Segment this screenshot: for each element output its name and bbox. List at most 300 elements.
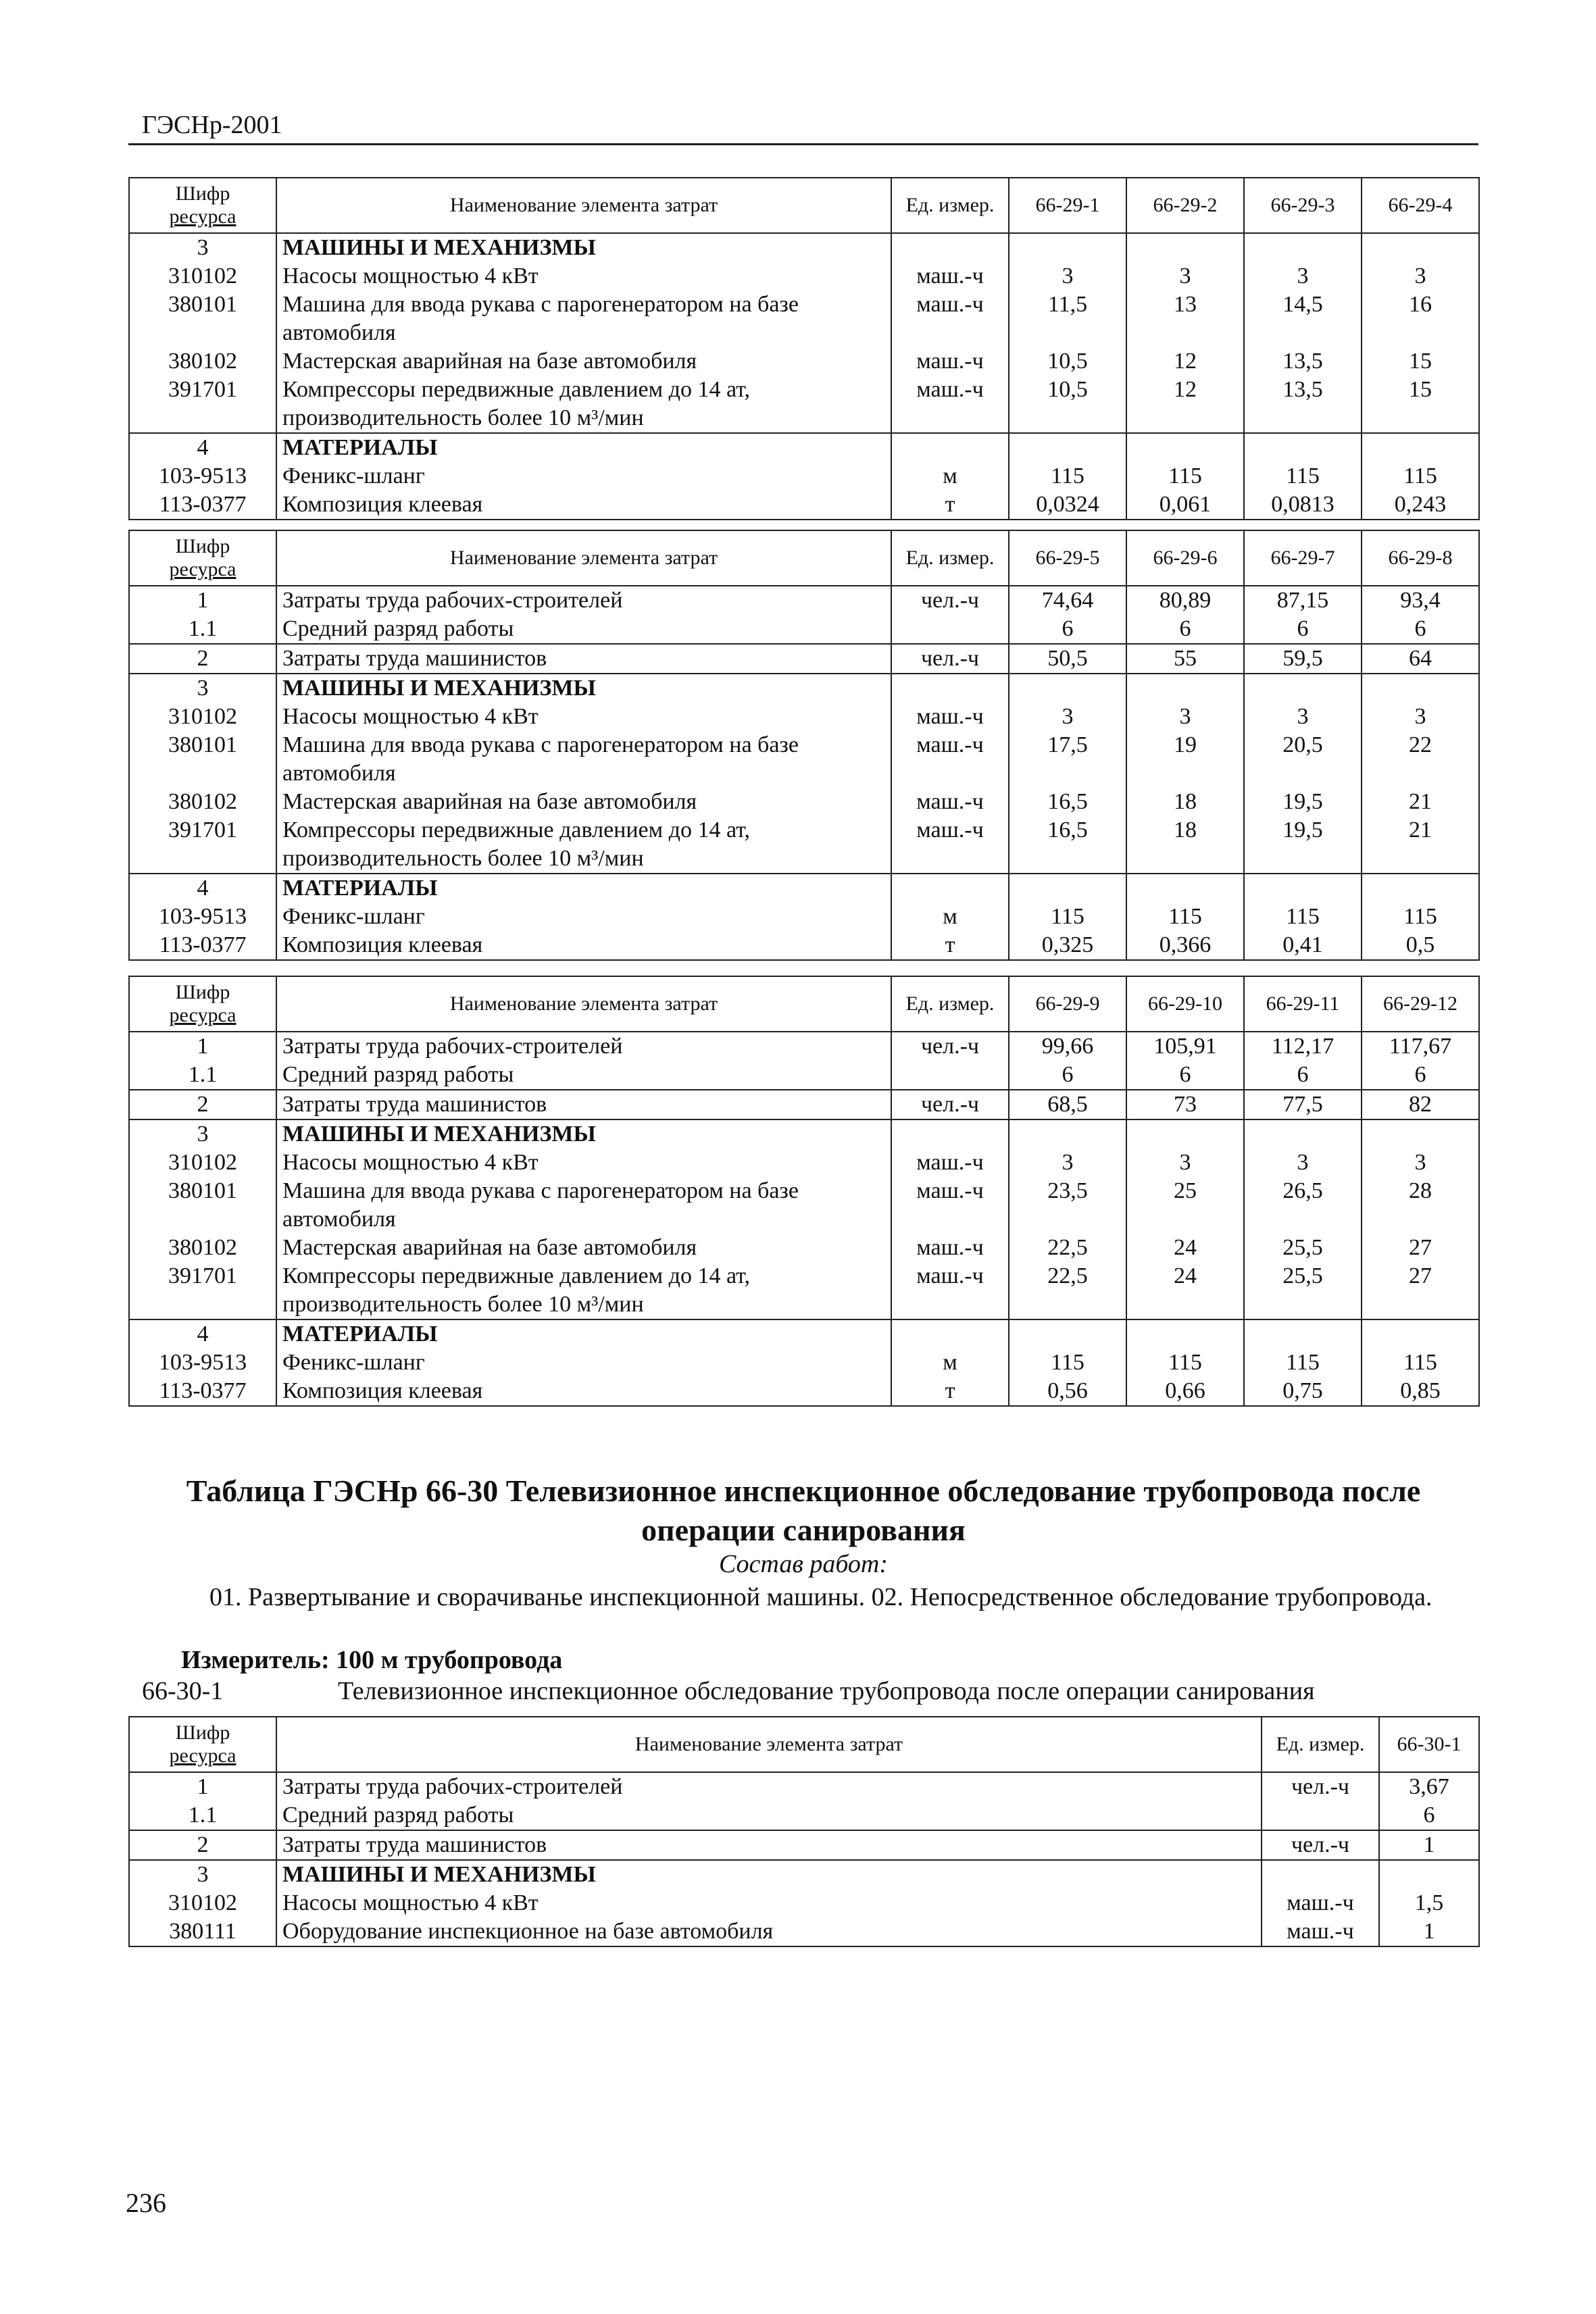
norm-value: 22,5 xyxy=(1009,1262,1126,1319)
norm-value: 6 xyxy=(1009,615,1126,644)
unit-of-measure: м xyxy=(891,903,1009,931)
resource-code: 2 xyxy=(129,644,276,674)
cost-element-name: Насосы мощностью 4 кВт xyxy=(276,703,891,731)
column-header-norm: 66-29-3 xyxy=(1244,178,1362,233)
column-header-unit: Ед. измер. xyxy=(891,976,1009,1032)
item-title: Телевизионное инспекционное обследование трубопровода после операции санирования xyxy=(338,1677,1315,1705)
section-row xyxy=(129,1319,1479,1349)
section-row xyxy=(129,233,1479,262)
norm-value xyxy=(1244,674,1362,703)
norm-value: 18 xyxy=(1126,816,1244,874)
norm-value xyxy=(1126,674,1244,703)
resource-code: 3 xyxy=(129,1120,276,1149)
cost-element-name: Машина для ввода рукава с парогенератором на базе автомобиля xyxy=(276,1177,891,1234)
column-header-norm: 66-29-1 xyxy=(1009,178,1126,233)
unit-of-measure: т xyxy=(891,491,1009,520)
cost-element-name: Компрессоры передвижные давлением до 14 ат, производительность более 10 м³/мин xyxy=(276,376,891,433)
table-row xyxy=(129,1772,1479,1801)
resource-code: 3 xyxy=(129,1860,276,1889)
norm-value: 19,5 xyxy=(1244,816,1362,874)
cost-element-name: Композиция клеевая xyxy=(276,491,891,520)
table-row xyxy=(129,731,1479,788)
cost-element-name: Средний разряд работы xyxy=(276,615,891,644)
column-header-code: Шифр ресурса xyxy=(129,530,276,586)
table-row xyxy=(129,1830,1479,1860)
resource-code: 3 xyxy=(129,674,276,703)
norm-value: 24 xyxy=(1126,1262,1244,1319)
norm-value: 0,66 xyxy=(1126,1377,1244,1406)
column-header-code: Шифр ресурса xyxy=(129,1717,276,1772)
norm-value: 0,243 xyxy=(1362,491,1479,520)
resource-code: 4 xyxy=(129,433,276,462)
norm-value: 0,061 xyxy=(1126,491,1244,520)
unit-of-measure: чел.-ч xyxy=(891,1090,1009,1120)
measure-unit: Измеритель: 100 м трубопровода xyxy=(181,1646,563,1674)
norm-value: 0,5 xyxy=(1362,931,1479,960)
norm-value: 12 xyxy=(1126,376,1244,433)
norm-value: 0,0813 xyxy=(1244,491,1362,520)
norm-value: 87,15 xyxy=(1244,586,1362,615)
norm-value xyxy=(1126,874,1244,903)
norm-value: 74,64 xyxy=(1009,586,1126,615)
cost-element-name: МАТЕРИАЛЫ xyxy=(276,1319,891,1349)
column-header-unit: Ед. измер. xyxy=(891,530,1009,586)
table-header-row xyxy=(129,530,1479,586)
norm-value: 19 xyxy=(1126,731,1244,788)
cost-element-name: Средний разряд работы xyxy=(276,1801,1262,1830)
column-header-norm: 66-29-7 xyxy=(1244,530,1362,586)
column-header-code: Шифр ресурса xyxy=(129,976,276,1032)
norm-value: 27 xyxy=(1362,1234,1479,1262)
resource-code: 1.1 xyxy=(129,615,276,644)
norm-value: 6 xyxy=(1009,1061,1126,1090)
column-header-name: Наименование элемента затрат xyxy=(276,1717,1262,1772)
unit-of-measure xyxy=(1262,1860,1379,1889)
norm-value xyxy=(1362,674,1479,703)
unit-of-measure xyxy=(891,1120,1009,1149)
norm-value: 55 xyxy=(1126,644,1244,674)
norm-value xyxy=(1379,1860,1479,1889)
norm-value: 115 xyxy=(1244,903,1362,931)
norm-value: 6 xyxy=(1244,1061,1362,1090)
column-header-norm: 66-29-12 xyxy=(1362,976,1479,1032)
resource-code: 380101 xyxy=(129,731,276,788)
table-row xyxy=(129,615,1479,644)
cost-element-name: Затраты труда машинистов xyxy=(276,644,891,674)
column-header-norm: 66-29-2 xyxy=(1126,178,1244,233)
section-title: Таблица ГЭСНр 66-30 Телевизионное инспекционное обследование трубопровода после операции санирования xyxy=(186,1474,1421,1547)
cost-element-name: Композиция клеевая xyxy=(276,1377,891,1406)
resource-code: 113-0377 xyxy=(129,491,276,520)
norm-value: 6 xyxy=(1244,615,1362,644)
norm-value: 77,5 xyxy=(1244,1090,1362,1120)
norm-value: 68,5 xyxy=(1009,1090,1126,1120)
section-row xyxy=(129,674,1479,703)
unit-of-measure: маш.-ч xyxy=(891,703,1009,731)
resource-code: 103-9513 xyxy=(129,1349,276,1377)
norm-value: 26,5 xyxy=(1244,1177,1362,1234)
unit-of-measure: чел.-ч xyxy=(891,586,1009,615)
norm-value: 13,5 xyxy=(1244,347,1362,376)
resource-code: 113-0377 xyxy=(129,1377,276,1406)
norm-value: 0,75 xyxy=(1244,1377,1362,1406)
unit-of-measure: чел.-ч xyxy=(1262,1772,1379,1801)
cost-element-name: МАШИНЫ И МЕХАНИЗМЫ xyxy=(276,674,891,703)
cost-element-name: Насосы мощностью 4 кВт xyxy=(276,1149,891,1177)
norm-value: 11,5 xyxy=(1009,291,1126,347)
cost-element-name: Насосы мощностью 4 кВт xyxy=(276,262,891,291)
table-row xyxy=(129,1234,1479,1262)
column-header-norm: 66-29-11 xyxy=(1244,976,1362,1032)
cost-element-name: МАТЕРИАЛЫ xyxy=(276,433,891,462)
resource-code: 380102 xyxy=(129,788,276,816)
unit-of-measure: маш.-ч xyxy=(891,816,1009,874)
column-header-norm: 66-30-1 xyxy=(1379,1717,1479,1772)
norm-value: 3 xyxy=(1244,703,1362,731)
norm-value xyxy=(1126,1120,1244,1149)
unit-of-measure: маш.-ч xyxy=(891,347,1009,376)
resource-code: 3 xyxy=(129,233,276,262)
norm-value: 0,0324 xyxy=(1009,491,1126,520)
table-header-row xyxy=(129,1717,1479,1772)
column-header-name: Наименование элемента затрат xyxy=(276,178,891,233)
norm-value: 3 xyxy=(1009,262,1126,291)
norm-value: 115 xyxy=(1126,462,1244,491)
item-code: 66-30-1 xyxy=(142,1677,224,1705)
table-row xyxy=(129,1177,1479,1234)
resource-code: 1 xyxy=(129,1032,276,1061)
unit-of-measure xyxy=(891,674,1009,703)
norm-value xyxy=(1009,1120,1126,1149)
section-row xyxy=(129,874,1479,903)
norm-value: 20,5 xyxy=(1244,731,1362,788)
norm-value: 3 xyxy=(1362,262,1479,291)
norm-value: 115 xyxy=(1009,462,1126,491)
cost-element-name: Затраты труда рабочих-строителей xyxy=(276,1772,1262,1801)
norm-value: 21 xyxy=(1362,788,1479,816)
norm-value: 50,5 xyxy=(1009,644,1126,674)
cost-element-name: Машина для ввода рукава с парогенератором на базе автомобиля xyxy=(276,731,891,788)
norm-value: 115 xyxy=(1244,462,1362,491)
norm-value xyxy=(1244,1319,1362,1349)
resource-code: 310102 xyxy=(129,262,276,291)
norm-value: 13,5 xyxy=(1244,376,1362,433)
table-row xyxy=(129,262,1479,291)
table-row xyxy=(129,586,1479,615)
column-header-code: Шифр ресурса xyxy=(129,178,276,233)
norm-value: 82 xyxy=(1362,1090,1479,1120)
column-header-norm: 66-29-4 xyxy=(1362,178,1479,233)
table-row xyxy=(129,931,1479,960)
column-header-norm: 66-29-8 xyxy=(1362,530,1479,586)
cost-element-name: Мастерская аварийная на базе автомобиля xyxy=(276,347,891,376)
norm-value: 0,56 xyxy=(1009,1377,1126,1406)
norm-value: 0,85 xyxy=(1362,1377,1479,1406)
unit-of-measure: маш.-ч xyxy=(891,1177,1009,1234)
table-row xyxy=(129,462,1479,491)
norm-value xyxy=(1126,233,1244,262)
unit-of-measure: маш.-ч xyxy=(891,262,1009,291)
norm-value: 17,5 xyxy=(1009,731,1126,788)
cost-table-66-29-1-4 xyxy=(128,177,1480,520)
unit-of-measure: маш.-ч xyxy=(891,376,1009,433)
section-row xyxy=(129,1120,1479,1149)
norm-value: 115 xyxy=(1126,903,1244,931)
norm-value xyxy=(1244,1120,1362,1149)
norm-value: 73 xyxy=(1126,1090,1244,1120)
page-number: 236 xyxy=(126,2188,166,2218)
norm-value: 13 xyxy=(1126,291,1244,347)
resource-code: 1 xyxy=(129,1772,276,1801)
norm-value: 115 xyxy=(1362,903,1479,931)
cost-element-name: МАШИНЫ И МЕХАНИЗМЫ xyxy=(276,1860,1262,1889)
norm-value: 6 xyxy=(1126,1061,1244,1090)
norm-value: 99,66 xyxy=(1009,1032,1126,1061)
norm-value: 15 xyxy=(1362,376,1479,433)
column-header-name: Наименование элемента затрат xyxy=(276,976,891,1032)
resource-code: 380101 xyxy=(129,1177,276,1234)
norm-value: 25,5 xyxy=(1244,1234,1362,1262)
norm-value xyxy=(1009,433,1126,462)
resource-code: 2 xyxy=(129,1090,276,1120)
work-composition-label: Состав работ: xyxy=(718,1550,889,1578)
cost-element-name: Средний разряд работы xyxy=(276,1061,891,1090)
column-header-unit: Ед. измер. xyxy=(1262,1717,1379,1772)
norm-value: 24 xyxy=(1126,1234,1244,1262)
norm-value: 1 xyxy=(1379,1830,1479,1860)
table-header-row xyxy=(129,178,1479,233)
norm-value: 115 xyxy=(1009,903,1126,931)
cost-element-name: МАТЕРИАЛЫ xyxy=(276,874,891,903)
norm-value: 6 xyxy=(1362,615,1479,644)
norm-value: 1,5 xyxy=(1379,1889,1479,1917)
cost-element-name: Феникс-шланг xyxy=(276,462,891,491)
resource-code: 310102 xyxy=(129,703,276,731)
resource-code: 103-9513 xyxy=(129,462,276,491)
resource-code: 391701 xyxy=(129,376,276,433)
cost-element-name: Феникс-шланг xyxy=(276,903,891,931)
norm-value: 3,67 xyxy=(1379,1772,1479,1801)
norm-value: 16 xyxy=(1362,291,1479,347)
norm-value: 3 xyxy=(1126,703,1244,731)
norm-value: 25,5 xyxy=(1244,1262,1362,1319)
table-row xyxy=(129,1377,1479,1406)
norm-value: 25 xyxy=(1126,1177,1244,1234)
resource-code: 1.1 xyxy=(129,1801,276,1830)
unit-of-measure: маш.-ч xyxy=(1262,1889,1379,1917)
norm-value xyxy=(1362,1319,1479,1349)
table-row xyxy=(129,1262,1479,1319)
cost-table-66-30-1 xyxy=(128,1716,1480,1947)
table-row xyxy=(129,1061,1479,1090)
resource-code: 391701 xyxy=(129,1262,276,1319)
norm-value: 6 xyxy=(1379,1801,1479,1830)
norm-value: 10,5 xyxy=(1009,376,1126,433)
cost-element-name: Затраты труда машинистов xyxy=(276,1830,1262,1860)
norm-value: 115 xyxy=(1362,1349,1479,1377)
resource-code: 1.1 xyxy=(129,1061,276,1090)
unit-of-measure: маш.-ч xyxy=(891,1234,1009,1262)
norm-value: 115 xyxy=(1126,1349,1244,1377)
section-row xyxy=(129,433,1479,462)
column-header-norm: 66-29-10 xyxy=(1126,976,1244,1032)
unit-of-measure: м xyxy=(891,462,1009,491)
cost-element-name: Мастерская аварийная на базе автомобиля xyxy=(276,788,891,816)
norm-value: 22 xyxy=(1362,731,1479,788)
norm-value: 3 xyxy=(1126,262,1244,291)
norm-value: 3 xyxy=(1009,703,1126,731)
section-row xyxy=(129,1860,1479,1889)
norm-value: 0,41 xyxy=(1244,931,1362,960)
unit-of-measure xyxy=(1262,1801,1379,1830)
unit-of-measure: маш.-ч xyxy=(891,1149,1009,1177)
norm-value xyxy=(1009,233,1126,262)
cost-element-name: Оборудование инспекционное на базе автомобиля xyxy=(276,1917,1262,1946)
unit-of-measure xyxy=(891,1319,1009,1349)
cost-element-name: Машина для ввода рукава с парогенератором на базе автомобиля xyxy=(276,291,891,347)
resource-code: 1 xyxy=(129,586,276,615)
norm-value: 3 xyxy=(1244,1149,1362,1177)
norm-value: 3 xyxy=(1362,703,1479,731)
table-row xyxy=(129,291,1479,347)
unit-of-measure xyxy=(891,1061,1009,1090)
norm-value: 0,325 xyxy=(1009,931,1126,960)
resource-code: 391701 xyxy=(129,816,276,874)
norm-value: 23,5 xyxy=(1009,1177,1126,1234)
norm-value: 6 xyxy=(1362,1061,1479,1090)
norm-value: 6 xyxy=(1126,615,1244,644)
resource-code: 310102 xyxy=(129,1889,276,1917)
work-composition-text: 01. Развертывание и сворачиванье инспекционной машины. 02. Непосредственное обследование трубопровода. xyxy=(209,1583,1432,1611)
table-row xyxy=(129,644,1479,674)
unit-of-measure xyxy=(891,233,1009,262)
norm-value xyxy=(1362,874,1479,903)
cost-element-name: МАШИНЫ И МЕХАНИЗМЫ xyxy=(276,233,891,262)
norm-value xyxy=(1009,874,1126,903)
column-header-unit: Ед. измер. xyxy=(891,178,1009,233)
norm-value: 18 xyxy=(1126,788,1244,816)
unit-of-measure: чел.-ч xyxy=(1262,1830,1379,1860)
resource-code: 103-9513 xyxy=(129,903,276,931)
resource-code: 4 xyxy=(129,874,276,903)
norm-value: 12 xyxy=(1126,347,1244,376)
cost-element-name: Затраты труда машинистов xyxy=(276,1090,891,1120)
norm-value xyxy=(1244,874,1362,903)
unit-of-measure: т xyxy=(891,931,1009,960)
cost-element-name: Компрессоры передвижные давлением до 14 ат, производительность более 10 м³/мин xyxy=(276,1262,891,1319)
cost-element-name: Затраты труда рабочих-строителей xyxy=(276,1032,891,1061)
norm-value: 64 xyxy=(1362,644,1479,674)
unit-of-measure: маш.-ч xyxy=(891,731,1009,788)
unit-of-measure: чел.-ч xyxy=(891,1032,1009,1061)
resource-code: 113-0377 xyxy=(129,931,276,960)
resource-code: 380111 xyxy=(129,1917,276,1946)
resource-code: 4 xyxy=(129,1319,276,1349)
table-row xyxy=(129,1917,1479,1946)
norm-value: 0,366 xyxy=(1126,931,1244,960)
resource-code: 2 xyxy=(129,1830,276,1860)
resource-code: 380101 xyxy=(129,291,276,347)
unit-of-measure xyxy=(891,615,1009,644)
resource-code: 380102 xyxy=(129,1234,276,1262)
unit-of-measure: м xyxy=(891,1349,1009,1377)
norm-value xyxy=(1009,674,1126,703)
norm-value xyxy=(1244,433,1362,462)
norm-value xyxy=(1244,233,1362,262)
table-row xyxy=(129,1090,1479,1120)
unit-of-measure: т xyxy=(891,1377,1009,1406)
norm-value xyxy=(1362,433,1479,462)
table-row xyxy=(129,1149,1479,1177)
cost-element-name: Композиция клеевая xyxy=(276,931,891,960)
norm-value: 10,5 xyxy=(1009,347,1126,376)
norm-value: 21 xyxy=(1362,816,1479,874)
header-rule xyxy=(128,143,1478,145)
cost-table-66-29-5-8 xyxy=(128,530,1480,961)
table-row xyxy=(129,376,1479,433)
norm-value: 117,67 xyxy=(1362,1032,1479,1061)
running-header: ГЭСНр-2001 xyxy=(142,111,282,139)
column-header-name: Наименование элемента затрат xyxy=(276,530,891,586)
norm-value xyxy=(1126,433,1244,462)
unit-of-measure xyxy=(891,874,1009,903)
norm-value: 16,5 xyxy=(1009,788,1126,816)
table-row xyxy=(129,1801,1479,1830)
norm-value xyxy=(1126,1319,1244,1349)
table-row xyxy=(129,1032,1479,1061)
norm-value: 3 xyxy=(1009,1149,1126,1177)
norm-value: 3 xyxy=(1362,1149,1479,1177)
table-row xyxy=(129,788,1479,816)
column-header-norm: 66-29-6 xyxy=(1126,530,1244,586)
norm-value: 93,4 xyxy=(1362,586,1479,615)
table-row xyxy=(129,816,1479,874)
cost-element-name: Феникс-шланг xyxy=(276,1349,891,1377)
table-row xyxy=(129,1889,1479,1917)
table-row xyxy=(129,903,1479,931)
norm-value xyxy=(1362,233,1479,262)
norm-value: 14,5 xyxy=(1244,291,1362,347)
norm-value: 115 xyxy=(1362,462,1479,491)
table-row xyxy=(129,1349,1479,1377)
resource-code: 380102 xyxy=(129,347,276,376)
cost-element-name: Компрессоры передвижные давлением до 14 ат, производительность более 10 м³/мин xyxy=(276,816,891,874)
unit-of-measure: маш.-ч xyxy=(891,291,1009,347)
norm-value: 3 xyxy=(1244,262,1362,291)
norm-value: 115 xyxy=(1244,1349,1362,1377)
norm-value: 112,17 xyxy=(1244,1032,1362,1061)
column-header-norm: 66-29-9 xyxy=(1009,976,1126,1032)
resource-code: 310102 xyxy=(129,1149,276,1177)
cost-element-name: Затраты труда рабочих-строителей xyxy=(276,586,891,615)
norm-value: 3 xyxy=(1126,1149,1244,1177)
norm-value: 28 xyxy=(1362,1177,1479,1234)
norm-value: 22,5 xyxy=(1009,1234,1126,1262)
norm-value xyxy=(1362,1120,1479,1149)
norm-value: 80,89 xyxy=(1126,586,1244,615)
norm-value: 15 xyxy=(1362,347,1479,376)
norm-value: 1 xyxy=(1379,1917,1479,1946)
unit-of-measure xyxy=(891,433,1009,462)
column-header-norm: 66-29-5 xyxy=(1009,530,1126,586)
table-row xyxy=(129,491,1479,520)
norm-value: 27 xyxy=(1362,1262,1479,1319)
unit-of-measure: чел.-ч xyxy=(891,644,1009,674)
unit-of-measure: маш.-ч xyxy=(1262,1917,1379,1946)
norm-value: 105,91 xyxy=(1126,1032,1244,1061)
unit-of-measure: маш.-ч xyxy=(891,788,1009,816)
unit-of-measure: маш.-ч xyxy=(891,1262,1009,1319)
